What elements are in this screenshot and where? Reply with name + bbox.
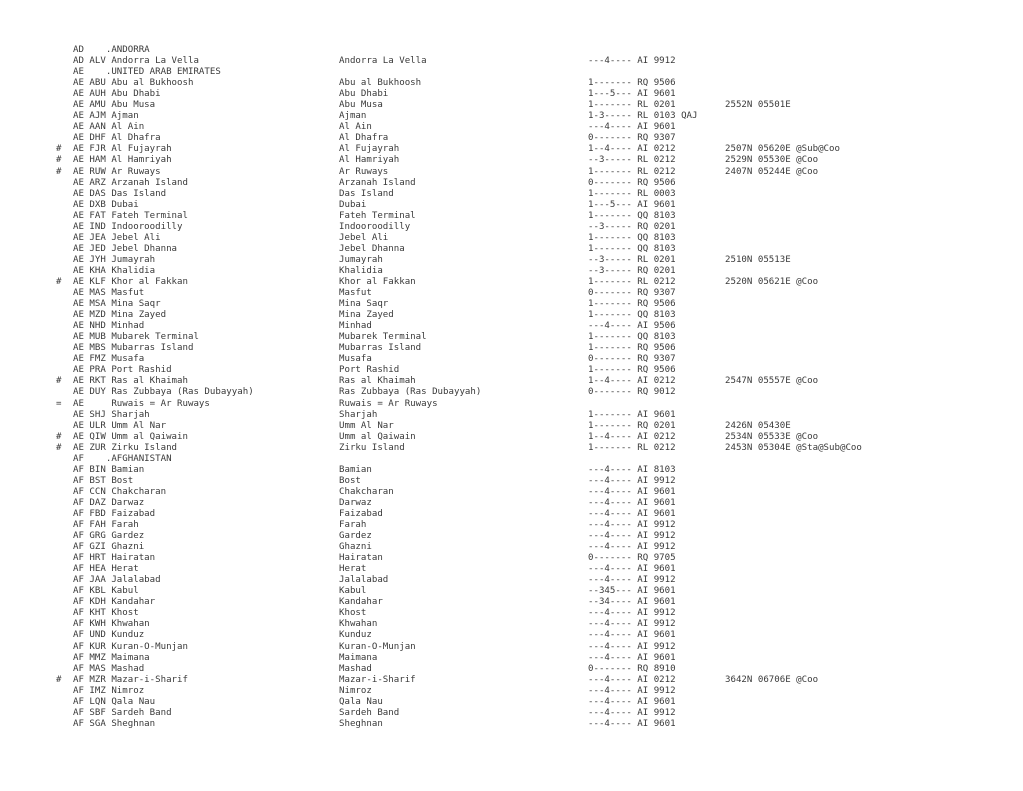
- country-locode-name: AD .ANDORRA: [73, 45, 150, 55]
- name-without-diacritics: Kuran-O-Munjan: [339, 641, 416, 652]
- table-row: [0, 410, 1023, 421]
- country-locode-name: AE MAS Masfut: [73, 288, 145, 299]
- name-without-diacritics: Kabul: [339, 586, 367, 597]
- country-locode-name: AE QIW Umm al Qaiwain: [73, 431, 188, 442]
- country-locode-name: AE MSA Mina Saqr: [73, 299, 161, 310]
- name-without-diacritics: Al Hamriyah: [339, 155, 400, 166]
- name-without-diacritics: Abu Dhabi: [339, 89, 389, 100]
- name-without-diacritics: Ruwais = Ar Ruways: [339, 398, 438, 409]
- name-without-diacritics: Al Fujayrah: [339, 144, 400, 155]
- name-without-diacritics: Ar Ruways: [339, 166, 389, 177]
- function-status-date: 1------- RQ 9506: [588, 365, 676, 376]
- country-locode-name: AF HEA Herat: [73, 564, 139, 575]
- function-status-date: 1------- QQ 8103: [588, 332, 676, 343]
- function-status-date: 0------- RQ 9307: [588, 133, 676, 144]
- function-status-date: --3----- RL 0201: [588, 254, 676, 265]
- function-status-date: ---4---- AI 9601: [588, 564, 676, 575]
- country-locode-name: AE KHA Khalidia: [73, 265, 156, 276]
- country-locode-name: AE NHD Minhad: [73, 321, 145, 332]
- country-locode-name: AE FJR Al Fujayrah: [73, 144, 172, 155]
- table-row: [0, 586, 1023, 597]
- country-locode-name: AE ULR Umm Al Nar: [73, 420, 167, 431]
- table-row: [0, 200, 1023, 211]
- country-locode-name: AE JED Jebel Dhanna: [73, 243, 178, 254]
- country-locode-name: AE JYH Jumayrah: [73, 254, 156, 265]
- table-row: [0, 78, 1023, 89]
- function-status-date: 0------- RQ 9705: [588, 553, 676, 564]
- table-row: [0, 155, 1023, 166]
- country-locode-name: AE AMU Abu Musa: [73, 100, 156, 111]
- name-without-diacritics: Al Dhafra: [339, 133, 389, 144]
- table-row: [0, 387, 1023, 398]
- function-status-date: 1--4---- AI 0212: [588, 144, 676, 155]
- locode-listing: [0, 45, 1023, 730]
- table-row: [0, 354, 1023, 365]
- name-without-diacritics: Darwaz: [339, 497, 372, 508]
- table-row: [0, 542, 1023, 553]
- name-without-diacritics: Sheghnan: [339, 718, 383, 729]
- table-row: [0, 608, 1023, 619]
- name-without-diacritics: Herat: [339, 564, 367, 575]
- coordinates-remarks: 2547N 05557E @Coo: [725, 376, 819, 387]
- country-locode-name: AF BST Bost: [73, 475, 134, 486]
- function-status-date: 0------- RQ 9012: [588, 387, 676, 398]
- name-without-diacritics: Umm al Qaiwain: [339, 431, 416, 442]
- function-status-date: 0------- RQ 9506: [588, 177, 676, 188]
- table-row: [0, 365, 1023, 376]
- function-status-date: ---4---- AI 9912: [588, 520, 676, 531]
- table-row: [0, 299, 1023, 310]
- function-status-date: 1------- RQ 9506: [588, 343, 676, 354]
- table-row: [0, 531, 1023, 542]
- table-row: [0, 56, 1023, 67]
- function-status-date: ---4---- AI 9912: [588, 531, 676, 542]
- table-row: [0, 122, 1023, 133]
- country-locode-name: AE ARZ Arzanah Island: [73, 177, 188, 188]
- change-indicator: =: [56, 398, 62, 409]
- country-locode-name: AE DHF Al Dhafra: [73, 133, 161, 144]
- coordinates-remarks: 2529N 05530E @Coo: [725, 155, 819, 166]
- country-locode-name: AF IMZ Nimroz: [73, 685, 145, 696]
- table-row: [0, 399, 1023, 410]
- coordinates-remarks: 2426N 05430E: [725, 420, 791, 431]
- country-locode-name: AE SHJ Sharjah: [73, 409, 150, 420]
- table-row: [0, 343, 1023, 354]
- name-without-diacritics: Abu Musa: [339, 100, 383, 111]
- country-locode-name: AF SBF Sardeh Band: [73, 707, 172, 718]
- country-locode-name: AE DAS Das Island: [73, 188, 167, 199]
- country-locode-name: AF .AFGHANISTAN: [73, 453, 172, 464]
- country-locode-name: AF KDH Kandahar: [73, 597, 156, 608]
- change-indicator: #: [56, 155, 62, 166]
- function-status-date: 1---5--- AI 9601: [588, 89, 676, 100]
- function-status-date: ---4---- AI 9601: [588, 652, 676, 663]
- country-locode-name: AE Ruwais = Ar Ruways: [73, 398, 210, 409]
- name-without-diacritics: Musafa: [339, 354, 372, 365]
- name-without-diacritics: Chakcharan: [339, 486, 394, 497]
- table-row: [0, 67, 1023, 78]
- function-status-date: ---4---- AI 9601: [588, 696, 676, 707]
- function-status-date: 1------- RQ 9506: [588, 299, 676, 310]
- table-row: [0, 133, 1023, 144]
- country-locode-name: AE MUB Mubarek Terminal: [73, 332, 199, 343]
- table-row: [0, 111, 1023, 122]
- country-locode-name: AE AUH Abu Dhabi: [73, 89, 161, 100]
- table-row: [0, 233, 1023, 244]
- function-status-date: ---4---- AI 9912: [588, 641, 676, 652]
- function-status-date: ---4---- AI 9601: [588, 497, 676, 508]
- name-without-diacritics: Ras Zubbaya (Ras Dubayyah): [339, 387, 482, 398]
- country-locode-name: AF KBL Kabul: [73, 586, 139, 597]
- country-locode-name: AE ZUR Zirku Island: [73, 442, 178, 453]
- change-indicator: #: [56, 276, 62, 287]
- name-without-diacritics: Bost: [339, 475, 361, 486]
- name-without-diacritics: Al Ain: [339, 122, 372, 133]
- coordinates-remarks: 2520N 05621E @Coo: [725, 276, 819, 287]
- table-row: [0, 564, 1023, 575]
- country-locode-name: AF LQN Qala Nau: [73, 696, 156, 707]
- function-status-date: ---4---- AI 9506: [588, 321, 676, 332]
- country-locode-name: AF BIN Bamian: [73, 464, 145, 475]
- function-status-date: 1------- QQ 8103: [588, 210, 676, 221]
- function-status-date: ---4---- AI 9912: [588, 619, 676, 630]
- table-row: [0, 266, 1023, 277]
- function-status-date: ---4---- AI 9912: [588, 707, 676, 718]
- name-without-diacritics: Ghazni: [339, 542, 372, 553]
- name-without-diacritics: Khalidia: [339, 265, 383, 276]
- name-without-diacritics: Khor al Fakkan: [339, 276, 416, 287]
- name-without-diacritics: Kandahar: [339, 597, 383, 608]
- function-status-date: 0------- RQ 8910: [588, 663, 676, 674]
- name-without-diacritics: Mina Zayed: [339, 310, 394, 321]
- country-locode-name: AF GZI Ghazni: [73, 542, 145, 553]
- change-indicator: #: [56, 144, 62, 155]
- country-locode-name: AF KHT Khost: [73, 608, 139, 619]
- function-status-date: 1------- RL 0212: [588, 276, 676, 287]
- function-status-date: ---4---- AI 9912: [588, 608, 676, 619]
- country-locode-name: AE DUY Ras Zubbaya (Ras Dubayyah): [73, 387, 254, 398]
- country-locode-name: AE MZD Mina Zayed: [73, 310, 167, 321]
- name-without-diacritics: Sardeh Band: [339, 707, 400, 718]
- function-status-date: ---4---- AI 9601: [588, 508, 676, 519]
- table-row: [0, 619, 1023, 630]
- table-row: [0, 465, 1023, 476]
- country-locode-name: AE AJM Ajman: [73, 111, 139, 122]
- name-without-diacritics: Maimana: [339, 652, 378, 663]
- country-locode-name: AF FBD Faizabad: [73, 508, 156, 519]
- country-locode-name: AE RUW Ar Ruways: [73, 166, 161, 177]
- name-without-diacritics: Port Rashid: [339, 365, 400, 376]
- name-without-diacritics: Fateh Terminal: [339, 210, 416, 221]
- table-row: [0, 675, 1023, 686]
- country-locode-name: AF CCN Chakcharan: [73, 486, 167, 497]
- function-status-date: ---4---- AI 9912: [588, 685, 676, 696]
- name-without-diacritics: Hairatan: [339, 553, 383, 564]
- name-without-diacritics: Arzanah Island: [339, 177, 416, 188]
- table-row: [0, 277, 1023, 288]
- function-status-date: 1------- QQ 8103: [588, 310, 676, 321]
- country-locode-name: AF SGA Sheghnan: [73, 718, 156, 729]
- name-without-diacritics: Indooroodilly: [339, 221, 411, 232]
- name-without-diacritics: Jebel Dhanna: [339, 243, 405, 254]
- coordinates-remarks: 2510N 05513E: [725, 254, 791, 265]
- table-row: [0, 211, 1023, 222]
- function-status-date: ---4---- AI 9601: [588, 630, 676, 641]
- name-without-diacritics: Sharjah: [339, 409, 378, 420]
- coordinates-remarks: 2507N 05620E @Sub@Coo: [725, 144, 840, 155]
- table-row: [0, 697, 1023, 708]
- name-without-diacritics: Masfut: [339, 288, 372, 299]
- country-locode-name: AF KUR Kuran-O-Munjan: [73, 641, 188, 652]
- country-locode-name: AE JEA Jebel Ali: [73, 232, 161, 243]
- function-status-date: 0------- RQ 9307: [588, 354, 676, 365]
- name-without-diacritics: Khost: [339, 608, 367, 619]
- name-without-diacritics: Farah: [339, 520, 367, 531]
- table-row: [0, 178, 1023, 189]
- table-row: [0, 222, 1023, 233]
- table-row: [0, 509, 1023, 520]
- coordinates-remarks: 2534N 05533E @Coo: [725, 431, 819, 442]
- function-status-date: 1------- RQ 0201: [588, 420, 676, 431]
- table-row: [0, 487, 1023, 498]
- table-row: [0, 432, 1023, 443]
- name-without-diacritics: Umm Al Nar: [339, 420, 394, 431]
- table-row: [0, 310, 1023, 321]
- function-status-date: --3----- RQ 0201: [588, 265, 676, 276]
- function-status-date: 1------- RL 0003: [588, 188, 676, 199]
- table-row: [0, 664, 1023, 675]
- name-without-diacritics: Mina Saqr: [339, 299, 389, 310]
- name-without-diacritics: Mazar-i-Sharif: [339, 674, 416, 685]
- function-status-date: ---4---- AI 9601: [588, 718, 676, 729]
- country-locode-name: AE DXB Dubai: [73, 199, 139, 210]
- table-row: [0, 575, 1023, 586]
- name-without-diacritics: Kunduz: [339, 630, 372, 641]
- country-locode-name: AE AAN Al Ain: [73, 122, 145, 133]
- coordinates-remarks: 3642N 06706E @Coo: [725, 674, 819, 685]
- country-locode-name: AF MAS Mashad: [73, 663, 145, 674]
- change-indicator: #: [56, 442, 62, 453]
- name-without-diacritics: Andorra La Vella: [339, 56, 427, 67]
- coordinates-remarks: 2552N 05501E: [725, 100, 791, 111]
- function-status-date: --345--- AI 9601: [588, 586, 676, 597]
- table-row: [0, 597, 1023, 608]
- name-without-diacritics: Faizabad: [339, 508, 383, 519]
- name-without-diacritics: Zirku Island: [339, 442, 405, 453]
- function-status-date: 1------- RQ 9506: [588, 78, 676, 89]
- table-row: [0, 89, 1023, 100]
- country-locode-name: AF UND Kunduz: [73, 630, 145, 641]
- name-without-diacritics: Ras al Khaimah: [339, 376, 416, 387]
- name-without-diacritics: Khwahan: [339, 619, 378, 630]
- country-locode-name: AF KWH Khwahan: [73, 619, 150, 630]
- table-row: [0, 686, 1023, 697]
- name-without-diacritics: Mubarras Island: [339, 343, 422, 354]
- change-indicator: #: [56, 674, 62, 685]
- table-row: [0, 189, 1023, 200]
- name-without-diacritics: Jalalabad: [339, 575, 389, 586]
- country-locode-name: AE KLF Khor al Fakkan: [73, 276, 188, 287]
- country-locode-name: AE HAM Al Hamriyah: [73, 155, 172, 166]
- table-row: [0, 642, 1023, 653]
- table-row: [0, 653, 1023, 664]
- country-locode-name: AE MBS Mubarras Island: [73, 343, 194, 354]
- table-row: [0, 45, 1023, 56]
- country-locode-name: AF DAZ Darwaz: [73, 497, 145, 508]
- function-status-date: 0------- RQ 9307: [588, 288, 676, 299]
- country-locode-name: AE PRA Port Rashid: [73, 365, 172, 376]
- table-row: [0, 288, 1023, 299]
- change-indicator: #: [56, 166, 62, 177]
- table-row: [0, 708, 1023, 719]
- change-indicator: #: [56, 376, 62, 387]
- function-status-date: 1-3----- RL 0103 QAJ: [588, 111, 698, 122]
- coordinates-remarks: 2407N 05244E @Coo: [725, 166, 819, 177]
- change-indicator: #: [56, 431, 62, 442]
- function-status-date: 1------- AI 9601: [588, 409, 676, 420]
- name-without-diacritics: Qala Nau: [339, 696, 383, 707]
- function-status-date: 1------- RL 0201: [588, 100, 676, 111]
- function-status-date: 1------- QQ 8103: [588, 232, 676, 243]
- country-locode-name: AF JAA Jalalabad: [73, 575, 161, 586]
- country-locode-name: AE FMZ Musafa: [73, 354, 145, 365]
- table-row: [0, 476, 1023, 487]
- table-row: [0, 454, 1023, 465]
- name-without-diacritics: Das Island: [339, 188, 394, 199]
- name-without-diacritics: Dubai: [339, 199, 367, 210]
- name-without-diacritics: Mashad: [339, 663, 372, 674]
- name-without-diacritics: Jebel Ali: [339, 232, 389, 243]
- table-row: [0, 144, 1023, 155]
- function-status-date: 1------- RL 0212: [588, 442, 676, 453]
- function-status-date: --3----- RL 0212: [588, 155, 676, 166]
- function-status-date: ---4---- AI 9601: [588, 122, 676, 133]
- country-locode-name: AE IND Indooroodilly: [73, 221, 183, 232]
- name-without-diacritics: Mubarek Terminal: [339, 332, 427, 343]
- name-without-diacritics: Bamian: [339, 464, 372, 475]
- name-without-diacritics: Jumayrah: [339, 254, 383, 265]
- function-status-date: ---4---- AI 9601: [588, 486, 676, 497]
- function-status-date: 1--4---- AI 0212: [588, 431, 676, 442]
- country-locode-name: AE .UNITED ARAB EMIRATES: [73, 67, 221, 78]
- table-row: [0, 443, 1023, 454]
- table-row: [0, 553, 1023, 564]
- country-locode-name: AF MMZ Maimana: [73, 652, 150, 663]
- function-status-date: ---4---- AI 0212: [588, 674, 676, 685]
- function-status-date: ---4---- AI 8103: [588, 464, 676, 475]
- function-status-date: 1------- RL 0212: [588, 166, 676, 177]
- table-row: [0, 255, 1023, 266]
- country-locode-name: AD ALV Andorra La Vella: [73, 56, 199, 67]
- name-without-diacritics: Nimroz: [339, 685, 372, 696]
- country-locode-name: AE ABU Abu al Bukhoosh: [73, 78, 194, 89]
- function-status-date: 1---5--- AI 9601: [588, 199, 676, 210]
- table-row: [0, 421, 1023, 432]
- name-without-diacritics: Abu al Bukhoosh: [339, 78, 422, 89]
- table-row: [0, 244, 1023, 255]
- table-row: [0, 630, 1023, 641]
- country-locode-name: AE RKT Ras al Khaimah: [73, 376, 188, 387]
- function-status-date: ---4---- AI 9912: [588, 475, 676, 486]
- table-row: [0, 498, 1023, 509]
- name-without-diacritics: Minhad: [339, 321, 372, 332]
- function-status-date: --34---- AI 9601: [588, 597, 676, 608]
- table-row: [0, 100, 1023, 111]
- country-locode-name: AF GRG Gardez: [73, 531, 145, 542]
- country-locode-name: AF HRT Hairatan: [73, 553, 156, 564]
- table-row: [0, 520, 1023, 531]
- function-status-date: --3----- RQ 0201: [588, 221, 676, 232]
- function-status-date: ---4---- AI 9912: [588, 575, 676, 586]
- function-status-date: ---4---- AI 9912: [588, 56, 676, 67]
- name-without-diacritics: Gardez: [339, 531, 372, 542]
- table-row: [0, 376, 1023, 387]
- table-row: [0, 719, 1023, 730]
- function-status-date: 1--4---- AI 0212: [588, 376, 676, 387]
- function-status-date: 1------- QQ 8103: [588, 243, 676, 254]
- country-locode-name: AF MZR Mazar-i-Sharif: [73, 674, 188, 685]
- table-row: [0, 167, 1023, 178]
- name-without-diacritics: Ajman: [339, 111, 367, 122]
- country-locode-name: AF FAH Farah: [73, 520, 139, 531]
- function-status-date: ---4---- AI 9912: [588, 542, 676, 553]
- country-locode-name: AE FAT Fateh Terminal: [73, 210, 188, 221]
- table-row: [0, 332, 1023, 343]
- coordinates-remarks: 2453N 05304E @Sta@Sub@Coo: [725, 442, 862, 453]
- table-row: [0, 321, 1023, 332]
